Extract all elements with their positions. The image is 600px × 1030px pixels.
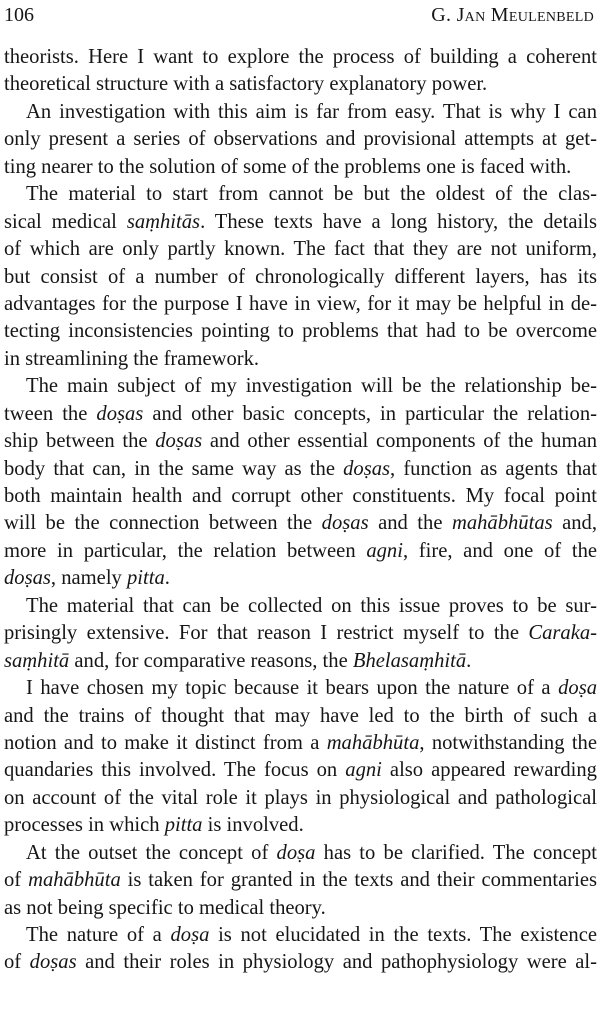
text-run: as not being specific to medical theory. [4,896,326,919]
text-run: and other basic concepts, in particular the relation- [143,402,597,425]
text-line [4,318,597,345]
text-run: and, [552,512,597,535]
text-run: is not elucidated in the texts. The existence [209,924,597,946]
text-run: The nature of a [26,924,171,946]
text-run: of [4,951,30,974]
page-number: 106 [4,4,34,26]
text-run: , namely [50,567,127,590]
text-run: At the outset the concept of [26,841,277,864]
italic-term: pitta [126,567,165,590]
italic-term: saṃhitā [4,649,70,672]
italic-term: doṣas [96,402,144,425]
paragraph [4,44,597,99]
text-run: has to be clarified. The concept [315,841,597,864]
text-run: . [164,567,170,590]
italic-term: agni [366,539,403,562]
text-run: The main subject of my investigation will be the relationship be- [26,375,597,398]
text-run: and other essential components of the human [202,430,597,453]
body-text [4,44,597,977]
text-run: The material to start from cannot be but the oldest of the clas- [26,183,597,206]
text-run: quandaries this involved. The focus on [4,759,346,782]
text-line [4,812,597,839]
text-run: of which are only partly known. The fact that they are not uniform, [4,238,597,261]
paragraph [4,373,597,593]
text-run: is taken for granted in the texts and their commentaries [120,869,597,892]
text-line [4,181,597,208]
text-line [4,565,597,592]
italic-term: agni [345,759,382,782]
text-line [4,675,597,702]
text-line [4,730,597,757]
text-line [4,648,597,675]
text-line [4,44,597,71]
italic-term: saṃhitās [126,210,201,233]
text-run: both maintain health and corrupt other constituents. My focal point [4,485,597,507]
text-run: I have chosen my topic because it bears upon the nature of a [26,677,559,700]
text-run: only present a series of observations and provisional attempts at get- [4,128,597,151]
text-run: , fire, and one of the [402,539,597,562]
paragraph [4,99,597,181]
text-line [4,209,597,236]
text-run: sical medical [4,210,127,233]
text-line [4,428,597,455]
italic-term: doṣa [276,841,316,864]
text-run: and the trains of thought that may have led to the birth of such a [4,704,597,727]
text-line [4,373,597,400]
text-line [4,401,597,428]
text-line [4,703,597,730]
text-run: An investigation with this aim is far from easy. That is why I can [26,100,597,123]
italic-term: doṣas [29,951,77,974]
text-run: tween the [4,402,97,425]
text-line [4,154,597,181]
text-line [4,126,597,153]
italic-term: doṣas [155,430,203,453]
italic-term: mahābhūta [326,731,420,754]
text-line [4,620,597,647]
italic-term: doṣa [170,924,210,946]
text-run: and, for comparative reasons, the [69,649,353,672]
text-line [4,291,597,318]
italic-term: mahābhūtas [451,512,553,535]
text-run: in streamlining the framework. [4,347,260,370]
text-run: will be the connection between the [4,512,322,535]
text-run: but consist of a number of chronologically different layers, has its [4,265,597,288]
text-run: of [4,869,29,892]
text-line [4,895,597,922]
text-run: notion and to make it distinct from a [4,731,327,754]
text-run: more in particular, the relation between [4,539,367,562]
text-line [4,264,597,291]
paragraph [4,675,597,840]
italic-term: doṣas [343,457,391,480]
text-line [4,456,597,483]
text-run: theorists. Here I want to explore the process of building a coherent [4,46,597,68]
italic-term: doṣas [321,512,369,535]
paragraph [4,922,597,977]
italic-term: pitta [164,814,203,837]
text-line [4,785,597,812]
text-line [4,346,597,373]
text-run: advantages for the purpose I have in view, for it may be helpful in de- [4,292,597,315]
text-run: on account of the vital role it plays in physiological and pathological [4,786,597,809]
text-run: . [466,649,472,672]
text-line [4,757,597,784]
paragraph [4,840,597,922]
text-line [4,867,597,894]
text-line [4,483,597,510]
text-run: and their roles in physiology and pathophysiology were al- [76,951,597,974]
paragraph [4,181,597,373]
text-run: also appeared rewarding [381,759,597,782]
italic-term: Caraka- [528,622,597,645]
running-head [4,0,596,30]
text-run: prisingly extensive. For that reason I restrict myself to the [4,622,529,645]
italic-term: mahābhūta [28,869,121,892]
text-line [4,949,597,976]
text-line [4,510,597,537]
paragraph [4,593,597,675]
italic-term: Bhelasaṃhitā [352,649,467,672]
italic-term: doṣa [558,677,597,700]
text-line [4,538,597,565]
text-line [4,236,597,263]
text-run: The material that can be collected on this issue proves to be sur- [26,594,597,617]
text-run: theoretical structure with a satisfactory explanatory power. [4,73,488,96]
text-run: is involved. [202,814,304,837]
text-line [4,593,597,620]
text-line [4,71,597,98]
text-line [4,840,597,867]
text-line [4,99,597,126]
text-line [4,922,597,949]
text-run: processes in which [4,814,165,837]
text-run: . These texts have a long history, the details [200,210,597,233]
text-run: ting nearer to the solution of some of the problems one is faced with. [4,155,572,178]
text-run: ship between the [4,430,156,453]
italic-term: doṣas [4,567,51,590]
text-run: , function as agents that [390,457,597,480]
running-title-author: G. Jan Meulenbeld [431,4,594,26]
text-run: and the [368,512,452,535]
text-run: , notwithstanding the [419,731,597,754]
text-run: tecting inconsistencies pointing to problems that had to be overcome [4,320,597,343]
text-run: body that can, in the same way as the [4,457,344,480]
